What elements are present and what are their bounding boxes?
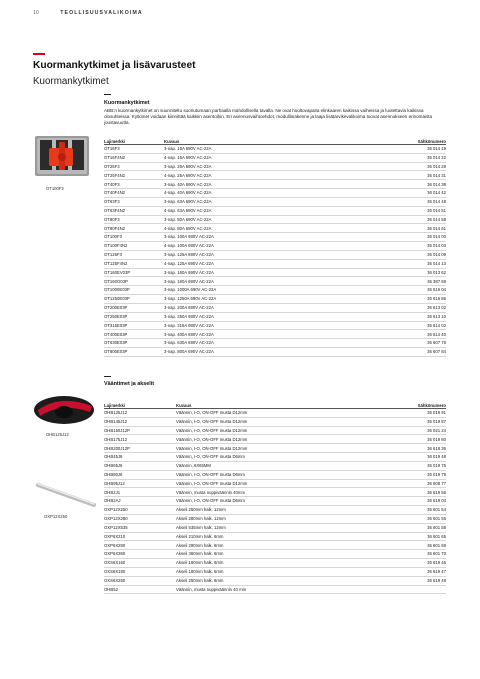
table-row <box>104 180 446 189</box>
cell-description: Akseli 290mm halk. 6mm <box>176 541 386 550</box>
cell-description: Väännin, I-O, ON-OFF musta D12mm <box>176 444 386 453</box>
cell-description: Akseli 180mm halk. 6mm <box>176 567 386 576</box>
cell-description: Väännin, I-O, ON-OFF musta D6mm <box>176 470 386 479</box>
cell-number: 36 619 46 <box>386 559 446 568</box>
table-row <box>104 242 446 251</box>
cell-number: 36 014 51 <box>386 206 446 215</box>
shaft-product-image <box>34 480 98 515</box>
table-row <box>104 330 446 339</box>
cell-number: 36 619 04 <box>386 497 446 506</box>
cell-type: OHB2J1 <box>104 488 176 497</box>
cell-type: OHB2AJ <box>104 497 176 506</box>
title-accent-bar <box>33 53 45 55</box>
accessories-table <box>104 400 446 594</box>
cell-number: 36 014 38 <box>386 180 446 189</box>
cell-type: OT63F3 <box>104 197 164 206</box>
cell-number: 36 014 42 <box>386 189 446 198</box>
cell-type: OHB150J12P <box>104 426 176 435</box>
cell-description: 3-nap. 80A 690V AC-22A <box>164 215 386 224</box>
table-row <box>104 215 446 224</box>
table-row <box>104 576 446 585</box>
cell-description: Väännin, I-O, ON-OFF musta D12mm <box>176 435 386 444</box>
cell-type: OHB45J6 <box>104 453 176 462</box>
switch-image-caption: OT100F3 <box>46 186 64 191</box>
table-row <box>104 453 446 462</box>
table-row <box>104 417 446 426</box>
cell-number: 36 601 55 <box>386 514 446 523</box>
table-row <box>104 295 446 304</box>
cell-number: 36 013 62 <box>386 268 446 277</box>
cell-number: 36 014 28 <box>386 162 446 171</box>
cell-description: 3-nap. 315A 690V AC-22A <box>164 321 386 330</box>
cell-number: 36 619 48 <box>386 576 446 585</box>
cell-type: OT125F4N2 <box>104 259 164 268</box>
table-row <box>104 497 446 506</box>
table-row <box>104 259 446 268</box>
cell-number: 36 619 47 <box>386 567 446 576</box>
cell-type: OT800E03P <box>104 348 164 357</box>
cell-type: OXS6X160 <box>104 559 176 568</box>
cell-number: 36 618 36 <box>386 444 446 453</box>
cell-type: OHB125J12 <box>104 409 176 418</box>
cell-type: OHB65J6 <box>104 461 176 470</box>
cell-type: OT630E03P <box>104 339 164 348</box>
cell-number: 36 014 48 <box>386 197 446 206</box>
cell-type: OHB80J6 <box>104 470 176 479</box>
table-row <box>104 277 446 286</box>
cell-type: OT16F3 <box>104 145 164 154</box>
cell-description: Akseli 250mm halk. 12mm <box>176 506 386 515</box>
cell-description: Väännin, musta nuppiväännin 40 mm <box>176 585 386 594</box>
table-row <box>104 153 446 162</box>
column-header-description: Kuvaus <box>176 400 386 409</box>
cell-number: 36 608 77 <box>386 479 446 488</box>
cell-description: 3-nap. 1000A 690V AC-22A <box>164 286 386 295</box>
cell-description: Väännin, I-O, ON-OFF musta D6mm <box>176 497 386 506</box>
cell-description: 3-nap. 40A 690V AC-22A <box>164 180 386 189</box>
cell-type: OHB145J12 <box>104 417 176 426</box>
switch-product-image <box>33 130 91 187</box>
table-header-row <box>104 400 446 409</box>
cell-number: 36 019 79 <box>386 470 446 479</box>
cell-type: OT125F3 <box>104 250 164 259</box>
accessories-table-body <box>104 409 446 594</box>
cell-description: 4-nap. 125A 690V AC-22A <box>164 259 386 268</box>
table-row <box>104 286 446 295</box>
table-row <box>104 559 446 568</box>
table-row <box>104 470 446 479</box>
cell-description: 4-nap. 63A 690V AC-22A <box>164 206 386 215</box>
cell-description: Väännin, I-O, ON-OFF musta D12mm <box>176 479 386 488</box>
cell-description: 3-nap. 800A 690V AC-22A <box>164 348 386 357</box>
cell-type: OT100F4N2 <box>104 242 164 251</box>
table-row <box>104 145 446 154</box>
cell-number: 36 601 69 <box>386 541 446 550</box>
cell-description: Akseli 250mm halk. 6mm <box>176 576 386 585</box>
cell-description: 3-nap. 400A 690V AC-22A <box>164 330 386 339</box>
cell-description: Väännin, I-O, ON-OFF musta D12mm <box>176 417 386 426</box>
table-row <box>104 488 446 497</box>
cell-type: OXP6X210 <box>104 532 176 541</box>
cell-type: OT40F3 <box>104 180 164 189</box>
switches-table-body <box>104 145 446 357</box>
section-title: TEOLLISUUSVALIKOIMA <box>60 10 143 16</box>
table-row <box>104 321 446 330</box>
cell-description: Väännin, I-O, ON-OFF musta D12mm <box>176 409 386 418</box>
cell-description: 3-nap. 160A 690V AC-22A <box>164 268 386 277</box>
table-header-row <box>104 136 446 145</box>
table-row <box>104 250 446 259</box>
cell-number: 36 019 91 <box>386 409 446 418</box>
table-row <box>104 461 446 470</box>
cell-description: 3-nap. 250A 690V AC-22A <box>164 312 386 321</box>
cell-type: OHB175J12 <box>104 435 176 444</box>
cell-description: Väännin, 6X65MM <box>176 461 386 470</box>
table-row <box>104 206 446 215</box>
cell-description: 3-nap. 100A 690V AC-22A <box>164 233 386 242</box>
cell-number: 36 014 31 <box>386 171 446 180</box>
cell-description: Akseli 210mm halk. 6mm <box>176 532 386 541</box>
table-row <box>104 171 446 180</box>
cell-type: OHB95J12 <box>104 479 176 488</box>
cell-number: 36 014 13 <box>386 259 446 268</box>
cell-number: 36 014 03 <box>386 242 446 251</box>
cell-type: OHB52 <box>104 585 176 594</box>
cell-number: 36 019 87 <box>386 417 446 426</box>
table-row <box>104 532 446 541</box>
cell-description: 4-nap. 25A 690V AC-22A <box>164 171 386 180</box>
table-row <box>104 435 446 444</box>
cell-description: Akseli 360mm halk. 6mm <box>176 550 386 559</box>
cell-type: OT80F4N2 <box>104 224 164 233</box>
cell-description: Väännin, musta nuppiväännin 40mm <box>176 488 386 497</box>
cell-description: 3-nap. 16A 690V AC-22A <box>164 145 386 154</box>
cell-description: 3-nap. 25A 690V AC-22A <box>164 162 386 171</box>
cell-type: OT1000E03P <box>104 286 164 295</box>
cell-number: 36 616 86 <box>386 295 446 304</box>
cell-number: 36 014 22 <box>386 153 446 162</box>
cell-number: 36 014 19 <box>386 145 446 154</box>
page-title: Kuormankytkimet ja lisävarusteet <box>33 60 196 71</box>
cell-type: OXP12X535 <box>104 523 176 532</box>
cell-number: 36 601 70 <box>386 550 446 559</box>
cell-description: Akseli 160mm halk. 6mm <box>176 559 386 568</box>
cell-description: 3-nap. 125A 690V AC-22A <box>164 250 386 259</box>
cell-number: 36 601 65 <box>386 532 446 541</box>
section-intro: ABB:n kuormankytkimet on suunniteltu suoriutumaan parhaalla mahdollisella tavalla. Ne ovat huoltovapaita elinkaaren kaikissa vaiheissa ja luotettavia kaikissa olosuhteissa. Kytkimet voidaan kiinnittää kaikkiin asentoihin. Eri asennusvaihtoehdot, modulilinakenne ja laaja lisätarvikevalikoima tuovat asennukseen erinomaista joustavuutta. <box>104 108 433 126</box>
cell-type: OT40F4N2 <box>104 189 164 198</box>
cell-number: 36 613 02 <box>386 303 446 312</box>
cell-number: 36 619 56 <box>386 488 446 497</box>
table-row <box>104 312 446 321</box>
cell-number: 36 019 48 <box>386 453 446 462</box>
accessories-accent-bar <box>104 376 111 377</box>
cell-description: Väännin, I-O, ON-OFF musta D12mm <box>176 426 386 435</box>
table-row <box>104 426 446 435</box>
cell-description: Akseli 280mm halk. 12mm <box>176 514 386 523</box>
column-header-number: Sähkönumero <box>386 400 446 409</box>
cell-type: OT200E03P <box>104 303 164 312</box>
table-row <box>104 523 446 532</box>
cell-type: OT160EV03P <box>104 268 164 277</box>
cell-number <box>386 585 446 594</box>
cell-type: OXS6X180 <box>104 567 176 576</box>
cell-description: 3-nap. 63A 690V AC-22A <box>164 197 386 206</box>
cell-number: 36 019 75 <box>386 461 446 470</box>
table-row <box>104 162 446 171</box>
table-row <box>104 197 446 206</box>
section-heading-accessories: Vääntimet ja akselit <box>104 381 155 387</box>
cell-type: OT100F3 <box>104 233 164 242</box>
table-row <box>104 268 446 277</box>
cell-type: OHB200J12P <box>104 444 176 453</box>
cell-type: OT400E03P <box>104 330 164 339</box>
cell-type: OT16F4N2 <box>104 153 164 162</box>
handle-product-image <box>30 390 100 433</box>
table-row <box>104 189 446 198</box>
cell-type: OT160G03P <box>104 277 164 286</box>
column-header-number: Sähkönumero <box>386 136 446 145</box>
cell-type: OT25F4N2 <box>104 171 164 180</box>
page-header <box>33 10 143 16</box>
table-row <box>104 348 446 357</box>
switches-table <box>104 136 446 357</box>
section-accent-bar <box>104 94 111 95</box>
cell-number: 36 613 10 <box>386 312 446 321</box>
cell-number: 36 014 58 <box>386 215 446 224</box>
table-row <box>104 409 446 418</box>
table-row <box>104 585 446 594</box>
cell-type: OXP6X290 <box>104 541 176 550</box>
cell-description: 3-nap. 630A 690V AC-22A <box>164 339 386 348</box>
table-row <box>104 567 446 576</box>
cell-number: 36 607 78 <box>386 339 446 348</box>
table-row <box>104 303 446 312</box>
cell-type: OT1250E03P <box>104 295 164 304</box>
page-number: 10 <box>33 10 39 16</box>
cell-number: 36 614 02 <box>386 321 446 330</box>
column-header-description: Kuvaus <box>164 136 386 145</box>
cell-description: 4-nap. 16A 690V AC-22A <box>164 153 386 162</box>
cell-type: OT250E03P <box>104 312 164 321</box>
cell-type: OT315E03P <box>104 321 164 330</box>
table-row <box>104 550 446 559</box>
cell-type: OT63F4N2 <box>104 206 164 215</box>
table-row <box>104 233 446 242</box>
cell-number: 36 601 54 <box>386 506 446 515</box>
cell-description: 3-nap. 160A 690V AC-22A <box>164 277 386 286</box>
cell-description: 4-nap. 100A 690V AC-22A <box>164 242 386 251</box>
handle-image-caption: OHB125J12 <box>46 432 69 437</box>
cell-number: 36 601 58 <box>386 523 446 532</box>
column-header-type: Lajimerkki <box>104 400 176 409</box>
cell-number: 36 014 00 <box>386 233 446 242</box>
table-row <box>104 506 446 515</box>
table-row <box>104 479 446 488</box>
cell-type: OXP6X360 <box>104 550 176 559</box>
cell-number: 36 019 80 <box>386 435 446 444</box>
cell-type: OT80F3 <box>104 215 164 224</box>
cell-description: 3-nap. 200A 690V AC-22A <box>164 303 386 312</box>
table-row <box>104 541 446 550</box>
cell-number: 36 014 09 <box>386 250 446 259</box>
cell-number: 36 387 69 <box>386 277 446 286</box>
cell-type: OXS6X250 <box>104 576 176 585</box>
table-row <box>104 339 446 348</box>
cell-number: 36 616 04 <box>386 286 446 295</box>
cell-number: 36 021 24 <box>386 426 446 435</box>
cell-type: OT25F3 <box>104 162 164 171</box>
cell-description: 4-nap. 80A 690V AC-22A <box>164 224 386 233</box>
page-subtitle: Kuormankytkimet <box>33 76 109 87</box>
cell-description: Akseli 535mm halk. 12mm <box>176 523 386 532</box>
table-row <box>104 224 446 233</box>
shaft-image-caption: OXP12X250 <box>44 514 68 519</box>
cell-description: Väännin, I-O, ON-OFF musta D6mm <box>176 453 386 462</box>
table-row <box>104 444 446 453</box>
cell-number: 36 014 61 <box>386 224 446 233</box>
section-heading-switches: Kuormankytkimet <box>104 100 150 106</box>
cell-type: OXP12X280 <box>104 514 176 523</box>
cell-description: 4-nap. 40A 690V AC-22A <box>164 189 386 198</box>
cell-description: 3-nap. 1250A 690V AC-22A <box>164 295 386 304</box>
table-row <box>104 514 446 523</box>
cell-type: OXP12X250 <box>104 506 176 515</box>
cell-number: 36 614 40 <box>386 330 446 339</box>
column-header-type: Lajimerkki <box>104 136 164 145</box>
cell-number: 36 607 84 <box>386 348 446 357</box>
